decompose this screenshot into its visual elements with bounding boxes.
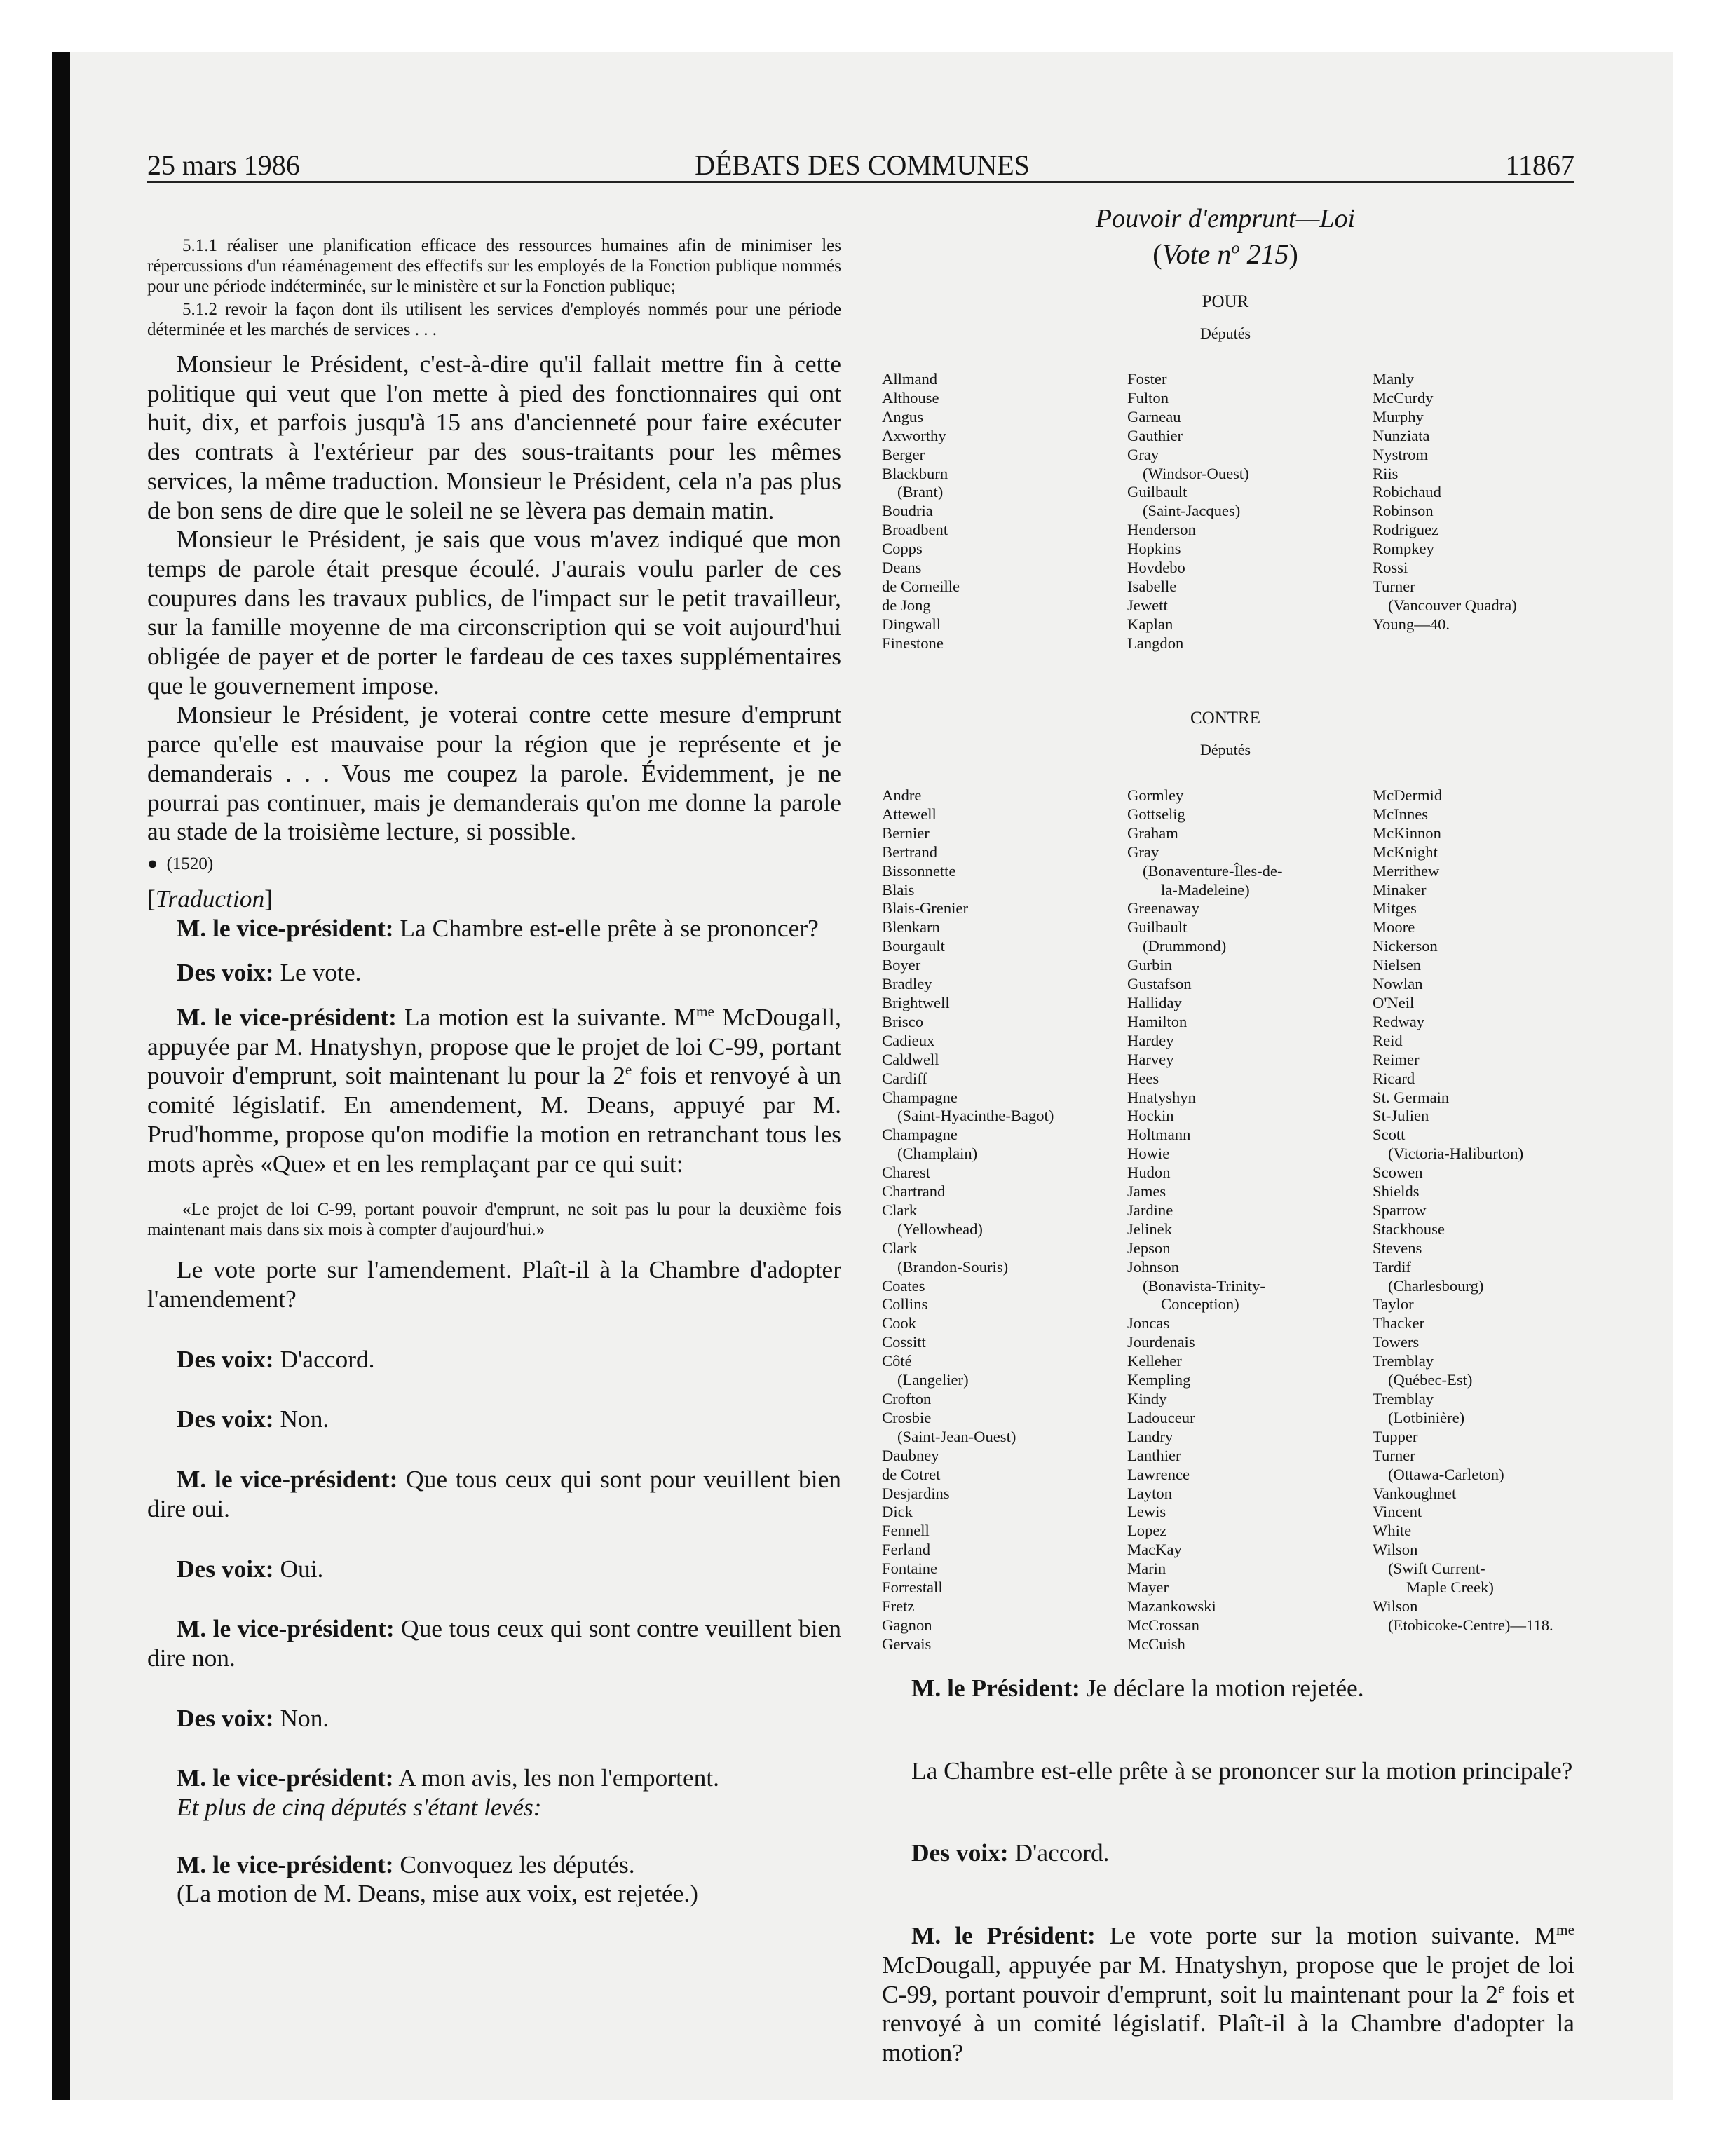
member-name: (Swift Current- bbox=[1388, 1560, 1485, 1578]
member-name: Hnatyshyn bbox=[1127, 1088, 1196, 1106]
contre-subheading: Députés bbox=[1199, 741, 1251, 758]
member-name: Bertrand bbox=[882, 842, 938, 861]
member-name: Tremblay bbox=[1373, 1390, 1434, 1407]
member-name: Jardine bbox=[1127, 1201, 1173, 1219]
member-name: McCrossan bbox=[1127, 1616, 1199, 1634]
member-name: Lanthier bbox=[1127, 1446, 1181, 1464]
member-name: Joncas bbox=[1127, 1314, 1170, 1332]
member-name: Hamilton bbox=[1127, 1012, 1188, 1030]
member-name: Rompkey bbox=[1373, 540, 1434, 558]
speech-text: D'accord. bbox=[273, 1344, 375, 1373]
paragraph: Le vote porte sur l'amendement. Plaît-il à la Chambre d'adopter l'amendement? bbox=[147, 1255, 841, 1313]
member-name: Nowlan bbox=[1373, 975, 1423, 993]
member-name: Chartrand bbox=[882, 1182, 946, 1201]
member-name: McKinnon bbox=[1373, 824, 1441, 842]
member-name: Garneau bbox=[1127, 407, 1181, 425]
member-name: Guilbault bbox=[1127, 483, 1188, 501]
member-name: Stevens bbox=[1373, 1239, 1422, 1257]
member-name: (Windsor-Ouest) bbox=[1143, 464, 1249, 482]
member-name: Mitges bbox=[1373, 899, 1417, 917]
member-name: Reid bbox=[1373, 1031, 1403, 1049]
member-name: Scowen bbox=[1373, 1164, 1423, 1182]
member-name: Gauthier bbox=[1127, 426, 1183, 444]
member-name: James bbox=[1127, 1182, 1166, 1201]
speech-vp bbox=[147, 1763, 841, 1793]
member-name: Lopez bbox=[1127, 1522, 1167, 1540]
member-name: Jewett bbox=[1127, 596, 1168, 614]
speech-text: Non. bbox=[273, 1703, 329, 1732]
member-name: Holtmann bbox=[1127, 1126, 1191, 1144]
speech-text: Je déclare la motion rejetée. bbox=[1080, 1674, 1364, 1702]
member-name: Fretz bbox=[882, 1597, 915, 1615]
speech-voices bbox=[147, 1704, 841, 1733]
member-name: Nunziata bbox=[1373, 426, 1430, 444]
member-name: Guilbault bbox=[1127, 918, 1188, 936]
speech-text: McDougall, appuyée par M. Hnatyshyn, propose que le projet de loi C-99, portant pouvoir d'emprunt, soit lu maintenant pour la 2 bbox=[882, 1950, 1574, 2008]
member-name: Blais bbox=[882, 880, 915, 899]
member-name: Broadbent bbox=[882, 521, 948, 539]
speaker-label: M. le vice-président: bbox=[177, 1465, 398, 1494]
timestamp-line bbox=[147, 854, 841, 875]
vote-label: Vote n bbox=[1162, 238, 1232, 270]
member-name: Boudria bbox=[882, 502, 933, 520]
member-name: Shields bbox=[1373, 1182, 1420, 1201]
member-name: Rossi bbox=[1373, 559, 1408, 577]
scan-edge-bar bbox=[52, 52, 70, 2100]
member-name: Halliday bbox=[1127, 993, 1182, 1011]
speech-vp bbox=[147, 914, 841, 943]
speech-voices bbox=[147, 958, 841, 988]
member-name: Dick bbox=[882, 1503, 913, 1521]
member-name: Taylor bbox=[1373, 1295, 1414, 1314]
member-name: Foster bbox=[1127, 370, 1167, 388]
quote-amendment: «Le projet de loi C-99, portant pouvoir d'emprunt, ne soit pas lu pour la deuxième fois maintenant mais dans six mois à compter d'aujourd'hui.» bbox=[147, 1200, 841, 1240]
speech-vp bbox=[147, 1003, 841, 1178]
header-date: 25 mars 1986 bbox=[147, 149, 300, 181]
member-name: Lewis bbox=[1127, 1503, 1166, 1521]
member-name: Nystrom bbox=[1373, 445, 1429, 463]
member-name: (Bonavista-Trinity- bbox=[1143, 1276, 1265, 1295]
member-name: (Yellowhead) bbox=[897, 1220, 983, 1238]
speaker-label: M. le vice-président: bbox=[177, 1763, 394, 1792]
member-name: Attewell bbox=[882, 805, 937, 823]
member-name: Gray bbox=[1127, 445, 1159, 463]
member-name: McKnight bbox=[1373, 842, 1438, 861]
member-name: Gagnon bbox=[882, 1616, 932, 1634]
member-name: Greenaway bbox=[1127, 899, 1199, 917]
member-name: McDermid bbox=[1373, 786, 1443, 804]
speech-vp bbox=[147, 1850, 841, 1880]
superscript: me bbox=[695, 1003, 714, 1021]
paren: ( bbox=[1152, 238, 1162, 270]
member-name: Bissonnette bbox=[882, 861, 956, 880]
member-name: Young—40. bbox=[1373, 615, 1450, 633]
speech-text: La motion est la suivante. M bbox=[396, 1003, 696, 1032]
timestamp: (1520) bbox=[166, 854, 214, 873]
speaker-label: Des voix: bbox=[177, 1405, 274, 1433]
member-name: (Drummond) bbox=[1143, 937, 1227, 955]
paragraph: La Chambre est-elle prête à se prononcer sur la motion principale? bbox=[911, 1756, 1573, 1785]
member-name: MacKay bbox=[1127, 1541, 1182, 1559]
member-name: Fulton bbox=[1127, 388, 1169, 407]
member-name: Manly bbox=[1373, 370, 1414, 388]
member-name: McCurdy bbox=[1373, 388, 1434, 407]
member-name: Brightwell bbox=[882, 993, 950, 1011]
member-name: de Corneille bbox=[882, 577, 960, 595]
member-name: (Québec-Est) bbox=[1388, 1371, 1473, 1389]
member-name: Hovdebo bbox=[1127, 559, 1185, 577]
member-name: (Bonaventure-Îles-de- bbox=[1143, 861, 1283, 880]
speech-text: Que tous ceux qui sont contre veuillent bien dire non. bbox=[147, 1614, 841, 1672]
speech-voices bbox=[147, 1555, 841, 1584]
speech-text: Non. bbox=[273, 1405, 329, 1433]
member-name: Wilson bbox=[1373, 1597, 1418, 1615]
member-name: Coates bbox=[882, 1276, 925, 1295]
member-name: (Champlain) bbox=[897, 1145, 978, 1163]
member-name: Johnson bbox=[1127, 1257, 1180, 1276]
member-name: Towers bbox=[1373, 1333, 1420, 1351]
member-name: Vankoughnet bbox=[1373, 1484, 1457, 1502]
member-name: Hees bbox=[1127, 1069, 1159, 1087]
member-name: Clark bbox=[882, 1201, 918, 1219]
speaker-label: M. le vice-président: bbox=[177, 913, 394, 942]
member-name: Lawrence bbox=[1127, 1465, 1190, 1483]
speech-text: McDougall, appuyée par M. Hnatyshyn, propose que le projet de loi C-99, portant pouvoir d'emprunt, soit maintenant lu pour la 2 bbox=[147, 1003, 841, 1090]
superscript: e bbox=[1498, 1979, 1505, 1997]
member-name: St. Germain bbox=[1373, 1088, 1450, 1106]
member-name: (Ottawa-Carleton) bbox=[1388, 1465, 1504, 1483]
member-name: Althouse bbox=[882, 388, 939, 407]
member-name: Berger bbox=[882, 445, 925, 463]
speaker-label: M. le vice-président: bbox=[177, 1003, 397, 1032]
speech-text: D'accord. bbox=[1008, 1838, 1110, 1867]
speaker-label: Des voix: bbox=[177, 1554, 274, 1583]
member-name: Hockin bbox=[1127, 1107, 1174, 1125]
member-name: Tupper bbox=[1373, 1427, 1418, 1445]
member-name: Henderson bbox=[1127, 521, 1196, 539]
paragraph: Monsieur le Président, c'est-à-dire qu'il fallait mettre fin à cette politique qui veut que l'on mette à pied des fonctionnaires qui ont huit, dix, et parfois jusqu'à 15 ans d'ancienneté pour faire exécuter des contrats à l'extérieur par des sous-traitants pour les mêmes services, la même traduction. Monsieur le Président, cela n'a pas plus de bon sens de dire que le soleil ne se lèvera pas demain matin. bbox=[147, 350, 841, 524]
member-name: Riis bbox=[1373, 464, 1399, 482]
paragraph: Monsieur le Président, je sais que vous m'avez indiqué que mon temps de parole était presque écoulé. J'aurais voulu parler de ces coupures dans les travaux publics, de l'impact sur le petit travailleur, sur la famille moyenne de ma circonscription qui se voit aujourd'hui obligée de payer et de porter le fardeau de ces taxes supplémentaires que le gouvernement impose. bbox=[147, 525, 841, 700]
pour-column-2 bbox=[1127, 370, 1366, 653]
speech-text: fois et renvoyé à un comité législatif. En amendement, M. Deans, appuyé par M. Prud'homme, propose qu'on modifie la motion en retranchant tous les mots après «Que» et en les remplaçant par ce qui suit: bbox=[147, 1061, 841, 1178]
member-name: Cossitt bbox=[882, 1333, 926, 1351]
member-name: Fennell bbox=[882, 1522, 930, 1540]
member-name: Bourgault bbox=[882, 937, 945, 955]
member-name: Collins bbox=[882, 1295, 928, 1314]
member-name: Layton bbox=[1127, 1484, 1172, 1502]
member-name: (Vancouver Quadra) bbox=[1388, 596, 1517, 614]
member-name: Boyer bbox=[882, 956, 921, 974]
member-name: Redway bbox=[1373, 1012, 1425, 1030]
member-name: Gormley bbox=[1127, 786, 1184, 804]
member-name: Allmand bbox=[882, 370, 938, 388]
speaker-label: M. le Président: bbox=[911, 1674, 1080, 1702]
member-name: Crofton bbox=[882, 1390, 932, 1407]
translation-label: Traduction bbox=[155, 884, 265, 913]
member-name: Hardey bbox=[1127, 1031, 1174, 1049]
member-name: Thacker bbox=[1373, 1314, 1425, 1332]
member-name: Jepson bbox=[1127, 1239, 1171, 1257]
speaker-label: M. le vice-président: bbox=[177, 1614, 395, 1643]
speech-text: A mon avis, les non l'emportent. bbox=[393, 1763, 720, 1792]
result-line: (La motion de M. Deans, mise aux voix, est rejetée.) bbox=[177, 1879, 698, 1908]
speech-text: La Chambre est-elle prête à se prononcer? bbox=[393, 913, 819, 942]
member-name: Maple Creek) bbox=[1406, 1578, 1494, 1597]
speaker-label: Des voix: bbox=[177, 1703, 274, 1732]
pour-column-3 bbox=[1373, 370, 1576, 634]
member-name: (Saint-Jacques) bbox=[1143, 502, 1241, 520]
speech-voices bbox=[147, 1405, 841, 1434]
paren: ) bbox=[1288, 238, 1298, 270]
member-name: Blenkarn bbox=[882, 918, 940, 936]
member-name: Gustafson bbox=[1127, 975, 1192, 993]
member-name: Merrithew bbox=[1373, 861, 1440, 880]
member-name: Blais-Grenier bbox=[882, 899, 968, 917]
speech-text: Le vote porte sur la motion suivante. M bbox=[1095, 1921, 1557, 1950]
member-name: Axworthy bbox=[882, 426, 946, 444]
member-name: Bradley bbox=[882, 975, 932, 993]
speech-vp bbox=[147, 1614, 841, 1672]
speaker-label: M. le vice-président: bbox=[177, 1850, 394, 1878]
member-name: Ricard bbox=[1373, 1069, 1415, 1087]
speech-text: fois et renvoyé à un comité législatif. Plaît-il à la Chambre d'adopter la motion? bbox=[882, 1979, 1574, 2066]
member-name: Howie bbox=[1127, 1145, 1170, 1163]
quote-5-1-1: 5.1.1 réaliser une planification efficace des ressources humaines afin de minimiser les répercussions d'un réaménagement des effectifs sur les employés de la Fonction publique nommés pour une période indéterminée, sur le ministère et sur la Fonction publique; bbox=[147, 236, 841, 296]
member-name: Cadieux bbox=[882, 1031, 935, 1049]
speaker-label: Des voix: bbox=[177, 958, 274, 987]
member-name: Fontaine bbox=[882, 1560, 938, 1578]
member-name: Dingwall bbox=[882, 615, 941, 633]
speech-voices bbox=[882, 1838, 1574, 1868]
member-name: Tremblay bbox=[1373, 1352, 1434, 1370]
header-rule bbox=[147, 181, 1574, 183]
member-name: Clark bbox=[882, 1239, 918, 1257]
speaker-label: M. le Président: bbox=[911, 1921, 1096, 1950]
member-name: Champagne bbox=[882, 1088, 958, 1106]
speech-voices bbox=[147, 1345, 841, 1374]
vote-num: 215 bbox=[1239, 238, 1289, 270]
member-name: Landry bbox=[1127, 1427, 1173, 1445]
speech-text: Le vote. bbox=[273, 958, 362, 987]
member-name: Isabelle bbox=[1127, 577, 1177, 595]
member-name: Wilson bbox=[1373, 1541, 1418, 1559]
member-name: (Lotbinière) bbox=[1388, 1408, 1465, 1426]
stage-direction bbox=[147, 1793, 841, 1822]
vote-title bbox=[876, 203, 1574, 234]
right-proceedings bbox=[882, 1674, 1574, 2068]
member-name: (Brandon-Souris) bbox=[897, 1257, 1009, 1276]
member-name: Hopkins bbox=[1127, 540, 1181, 558]
pour-subheading: Députés bbox=[1199, 325, 1251, 342]
member-name: Hudon bbox=[1127, 1164, 1171, 1182]
member-name: Moore bbox=[1373, 918, 1415, 936]
member-name: Robichaud bbox=[1373, 483, 1441, 501]
member-name: McInnes bbox=[1373, 805, 1429, 823]
member-name: Conception) bbox=[1161, 1295, 1239, 1314]
member-name: Angus bbox=[882, 407, 923, 425]
contre-column-2 bbox=[1127, 786, 1366, 1654]
member-name: Gottselig bbox=[1127, 805, 1185, 823]
member-name: de Jong bbox=[882, 596, 931, 614]
member-name: Kindy bbox=[1127, 1390, 1167, 1407]
member-name: Gervais bbox=[882, 1635, 932, 1653]
member-name: Cook bbox=[882, 1314, 916, 1332]
speech-text: Que tous ceux qui sont pour veuillent bien dire oui. bbox=[147, 1465, 841, 1522]
contre-heading: CONTRE bbox=[1190, 709, 1260, 728]
member-name: Jourdenais bbox=[1127, 1333, 1195, 1351]
superscript: me bbox=[1556, 1921, 1574, 1939]
superscript: e bbox=[625, 1061, 632, 1079]
paragraph: Monsieur le Président, je voterai contre cette mesure d'emprunt parce qu'elle est mauvaise pour la région que je représente et je demanderais . . . Vous me coupez la parole. Évidemment, je ne pourrai pas continuer, mais je demanderais qu'on me donne la parole au stade de la troisième lecture, si possible. bbox=[147, 700, 841, 846]
member-name: de Cotret bbox=[882, 1465, 941, 1483]
bullet-icon: ● bbox=[147, 854, 158, 873]
contre-column-3 bbox=[1373, 786, 1576, 1635]
member-name: McCuish bbox=[1127, 1635, 1185, 1653]
speech-text: Convoquez les députés. bbox=[393, 1850, 635, 1878]
member-name: Champagne bbox=[882, 1126, 958, 1144]
member-name: Daubney bbox=[882, 1446, 939, 1464]
member-name: Kaplan bbox=[1127, 615, 1173, 633]
member-name: Kelleher bbox=[1127, 1352, 1182, 1370]
member-name: O'Neil bbox=[1373, 993, 1415, 1011]
member-name: Harvey bbox=[1127, 1050, 1174, 1068]
member-name: Ladouceur bbox=[1127, 1408, 1195, 1426]
pour-column-1 bbox=[882, 370, 1120, 653]
member-name: Reimer bbox=[1373, 1050, 1420, 1068]
member-name: Andre bbox=[882, 786, 922, 804]
header-page-number: 11867 bbox=[1505, 149, 1574, 181]
member-name: Graham bbox=[1127, 824, 1178, 842]
member-name: Finestone bbox=[882, 634, 944, 652]
member-name: Marin bbox=[1127, 1560, 1166, 1578]
member-name: Deans bbox=[882, 559, 922, 577]
member-name: Côté bbox=[882, 1352, 912, 1370]
member-name: Minaker bbox=[1373, 880, 1427, 899]
speech-text: Oui. bbox=[273, 1554, 324, 1583]
member-name: Jelinek bbox=[1127, 1220, 1172, 1238]
member-name: Turner bbox=[1373, 577, 1415, 595]
member-name: (Charlesbourg) bbox=[1388, 1276, 1484, 1295]
member-name: Crosbie bbox=[882, 1408, 932, 1426]
member-name: Brisco bbox=[882, 1012, 923, 1030]
member-name: (Victoria-Haliburton) bbox=[1388, 1145, 1524, 1163]
member-name: Desjardins bbox=[882, 1484, 950, 1502]
speech-vp bbox=[147, 1465, 841, 1523]
member-name: Gurbin bbox=[1127, 956, 1173, 974]
member-name: Blackburn bbox=[882, 464, 948, 482]
member-name: White bbox=[1373, 1522, 1412, 1540]
member-name: Rodriguez bbox=[1373, 521, 1439, 539]
stage-direction-text: Et plus de cinq députés s'étant levés: bbox=[177, 1793, 542, 1822]
member-name: (Saint-Hyacinthe-Bagot) bbox=[897, 1107, 1054, 1125]
member-name: (Brant) bbox=[897, 483, 944, 501]
contre-column-1 bbox=[882, 786, 1120, 1654]
member-name: Copps bbox=[882, 540, 923, 558]
member-name: Ferland bbox=[882, 1541, 931, 1559]
member-name: Mayer bbox=[1127, 1578, 1169, 1597]
member-name: Vincent bbox=[1373, 1503, 1422, 1521]
member-name: Turner bbox=[1373, 1446, 1415, 1464]
speech-president bbox=[882, 1921, 1574, 2068]
member-name: Gray bbox=[1127, 842, 1159, 861]
vote-title-text: Pouvoir d'emprunt—Loi bbox=[1095, 204, 1356, 233]
member-name: la-Madeleine) bbox=[1161, 880, 1250, 899]
page-margin bbox=[0, 0, 52, 2156]
member-name: Stackhouse bbox=[1373, 1220, 1445, 1238]
member-name: Nielsen bbox=[1373, 956, 1422, 974]
member-name: Charest bbox=[882, 1164, 931, 1182]
member-name: Mazankowski bbox=[1127, 1597, 1216, 1615]
speech-president bbox=[882, 1674, 1574, 1703]
left-column bbox=[147, 236, 841, 1909]
member-name: Bernier bbox=[882, 824, 930, 842]
member-name: St-Julien bbox=[1373, 1107, 1429, 1125]
quote-5-1-2: 5.1.2 revoir la façon dont ils utilisent les services d'employés nommés pour une période déterminée et les marchés de services . . . bbox=[147, 300, 841, 339]
member-name: (Langelier) bbox=[897, 1371, 969, 1389]
member-name: Caldwell bbox=[882, 1050, 939, 1068]
pour-heading: POUR bbox=[1202, 292, 1249, 311]
member-name: Forrestall bbox=[882, 1578, 943, 1597]
member-name: Cardiff bbox=[882, 1069, 927, 1087]
member-name: Tardif bbox=[1373, 1257, 1411, 1276]
member-name: Nickerson bbox=[1373, 937, 1438, 955]
translation-note: [Traduction] bbox=[147, 884, 273, 913]
member-name: Scott bbox=[1373, 1126, 1406, 1144]
speaker-label: Des voix: bbox=[177, 1344, 274, 1373]
speaker-label: Des voix: bbox=[911, 1838, 1009, 1867]
vote-number bbox=[876, 238, 1574, 271]
member-name: (Saint-Jean-Ouest) bbox=[897, 1427, 1016, 1445]
superscript: o bbox=[1231, 239, 1240, 258]
member-name: Murphy bbox=[1373, 407, 1424, 425]
member-name: Langdon bbox=[1127, 634, 1184, 652]
member-name: Kempling bbox=[1127, 1371, 1191, 1389]
header-title: DÉBATS DES COMMUNES bbox=[695, 149, 1030, 181]
member-name: Robinson bbox=[1373, 502, 1434, 520]
member-name: Sparrow bbox=[1373, 1201, 1427, 1219]
member-name: (Etobicoke-Centre)—118. bbox=[1388, 1616, 1553, 1634]
